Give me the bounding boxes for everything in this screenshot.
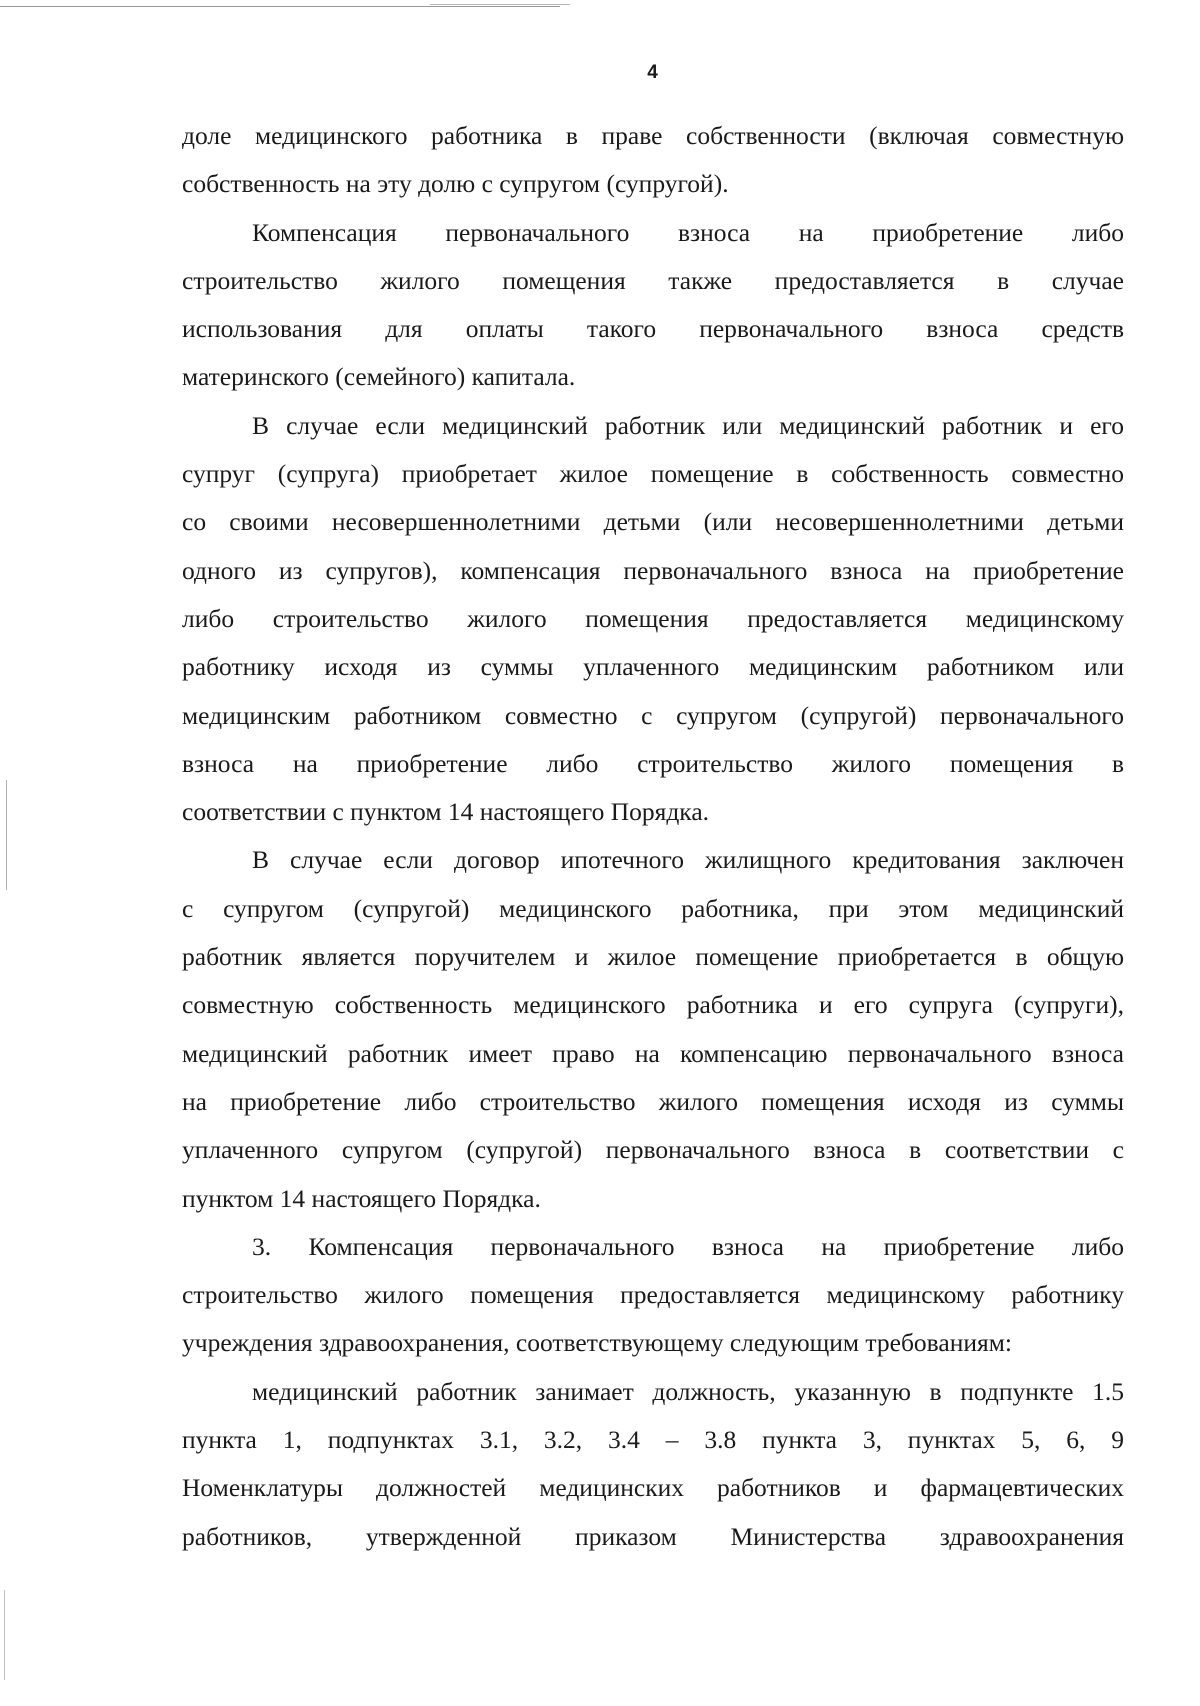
scan-artifact-line [430,4,570,5]
text-line: работник является поручителем и жилое помещение приобретается в общую [182,942,1124,972]
page-number: 4 [647,62,658,83]
scan-artifact-line [0,6,560,7]
text-line: В случае если договор ипотечного жилищного кредитования заключен [252,845,1124,875]
text-line: материнского (семейного) капитала. [182,362,576,392]
scan-artifact-edge [4,1590,5,1680]
text-line: учреждения здравоохранения, соответствующему следующим требованиям: [182,1328,1012,1358]
document-body [182,112,1124,1561]
text-line: работнику исходя из суммы уплаченного медицинским работником или [182,652,1124,682]
text-line: на приобретение либо строительство жилого помещения исходя из суммы [182,1086,1124,1116]
text-line: Номенклатуры должностей медицинских работников и фармацевтических [182,1473,1124,1503]
text-line: уплаченного супругом (супругой) первоначального взноса в соответствии с [182,1135,1124,1165]
text-line: собственность на эту долю с супругом (супругой). [182,169,729,199]
text-line: соответствии с пунктом 14 настоящего Порядка. [182,797,710,827]
text-line: с супругом (супругой) медицинского работника, при этом медицинский [182,893,1124,923]
text-line: со своими несовершеннолетними детьми (или несовершеннолетними детьми [182,507,1124,537]
text-line: медицинский работник занимает должность, указанную в подпункте 1.5 [252,1376,1124,1406]
text-line: совместную собственность медицинского работника и его супруга (супруги), [182,990,1124,1020]
text-line: доле медицинского работника в праве собственности (включая совместную [182,121,1124,150]
text-line: пунктом 14 настоящего Порядка. [182,1183,541,1213]
text-line: либо строительство жилого помещения предоставляется медицинскому [182,603,1124,633]
scan-artifact-edge [6,780,7,890]
text-line: медицинским работником совместно с супругом (супругой) первоначального [182,700,1124,730]
text-line: строительство жилого помещения предоставляется медицинскому работнику [182,1280,1124,1310]
text-line: строительство жилого помещения также предоставляется в случае [182,265,1124,295]
text-line: работников, утвержденной приказом Министерства здравоохранения [182,1521,1124,1551]
text-line: медицинский работник имеет право на компенсацию первоначального взноса [182,1038,1124,1068]
text-line: пункта 1, подпунктах 3.1, 3.2, 3.4 – 3.8 пункта 3, пунктах 5, 6, 9 [182,1425,1124,1455]
text-line: супруг (супруга) приобретает жилое помещение в собственность совместно [182,459,1124,489]
text-line: одного из супругов), компенсация первоначального взноса на приобретение [182,555,1124,585]
text-line: В случае если медицинский работник или медицинский работник и его [252,410,1124,440]
text-line: взноса на приобретение либо строительство жилого помещения в [182,748,1124,778]
text-line: использования для оплаты такого первоначального взноса средств [182,314,1124,344]
text-line: 3. Компенсация первоначального взноса на приобретение либо [252,1231,1124,1261]
text-line: Компенсация первоначального взноса на приобретение либо [252,217,1124,247]
